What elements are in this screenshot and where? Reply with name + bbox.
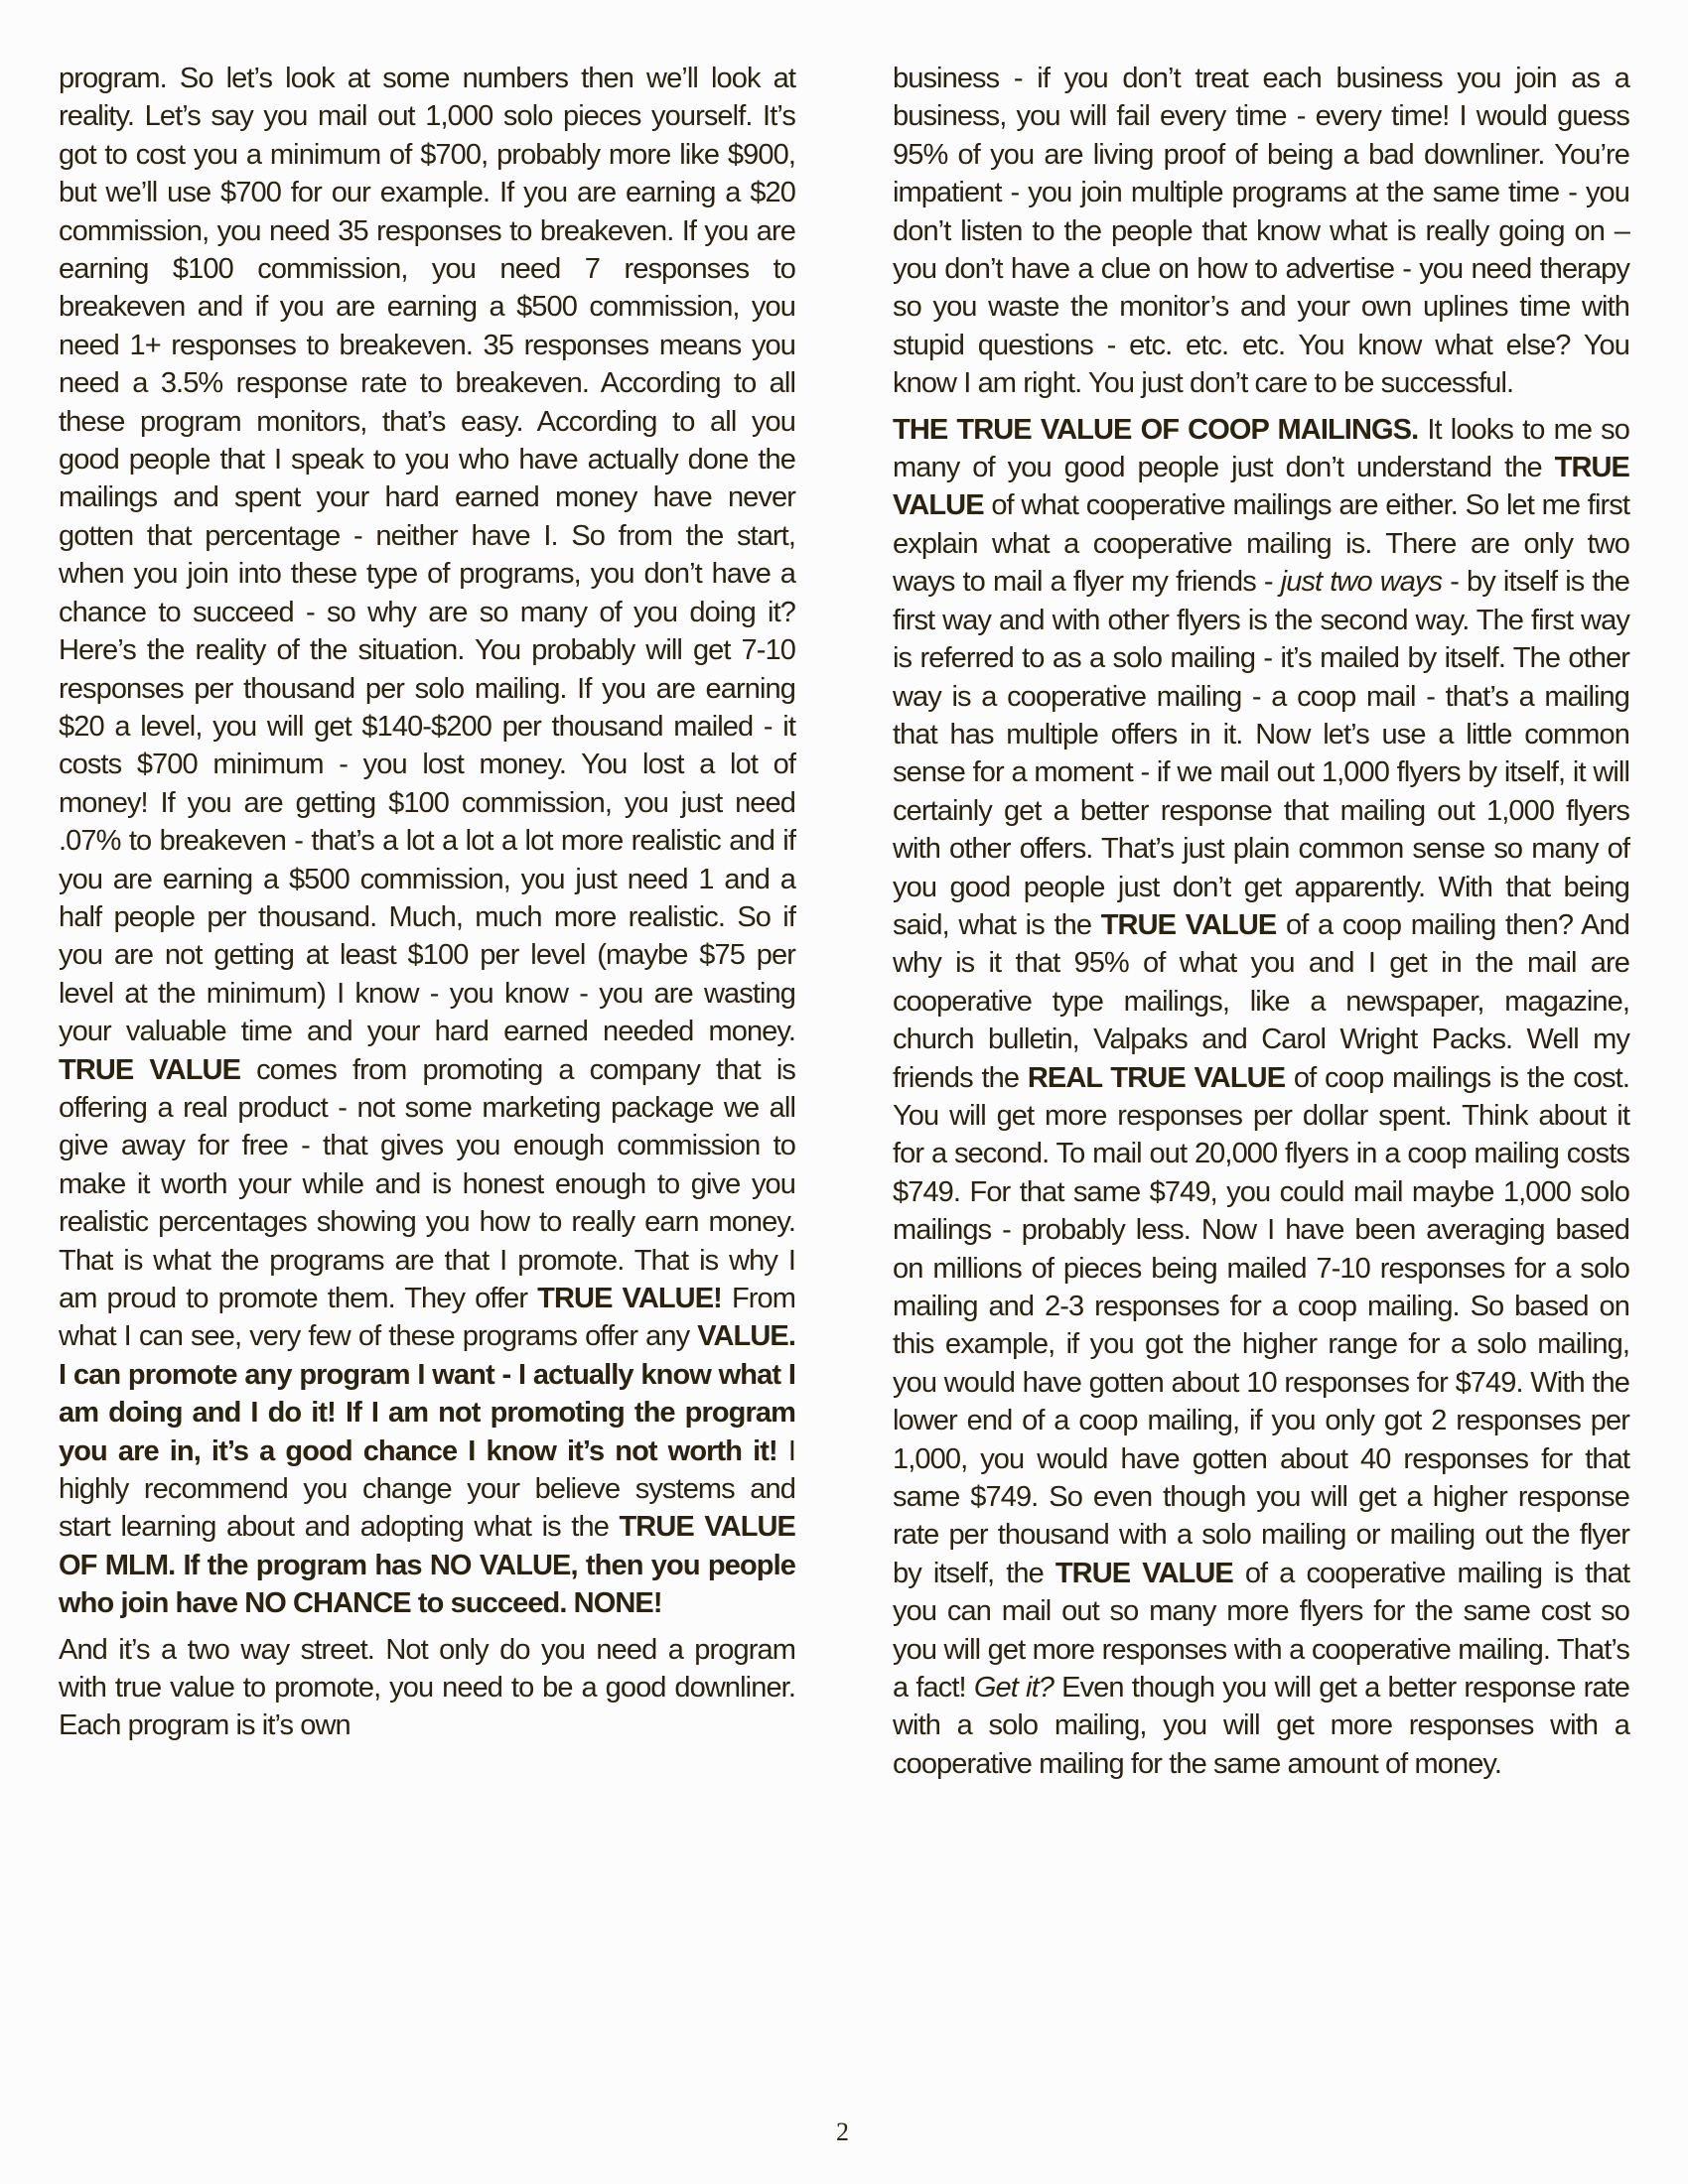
text-run: From what I can see, very few of these programs offer any: [59, 1283, 796, 1353]
right-column: [893, 60, 1629, 1791]
page-number: 2: [836, 2117, 849, 2146]
text-run: program. So let’s look at some numbers then we’ll look at reality. Let’s say you mail out 1,000 solo pieces yourself. It’s got to cost you a minimum of $700, probably more like $900, but we’ll use $700 for our example. If you are earning a $20 commission, you need 35 responses to breakeven. If you are earning $100 commission, you need 7 responses to breakeven and if you are earning a $500 commission, you need 1+ responses to breakeven. 35 responses means you need a 3.5% response rate to breakeven. According to all these program monitors, that’s easy. According to all you good people that I speak to you who have actually done the mailings and spent your hard earned money have never gotten that percentage - neither have I. So from the start, when you join into these type of programs, you don’t have a chance to succeed - so why are so many of you doing it? Here’s the reality of the situation. You probably will get 7-10 responses per thousand per solo mailing. If you are earning $20 a level, you will get $140-$200 per thousand mailed - it costs $700 minimum - you lost money. You lost a lot of money! If you are getting $100 commission, you just need .07% to breakeven - that’s a lot a lot a lot more realistic and if you are earning a $500 commission, you just need 1 and a half people per thousand. Much, much more realistic. So if you are not getting at least $100 per level (maybe $75 per level at the minimum) I know - you know - you are wasting your valuable time and your hard earned needed money.: [59, 63, 795, 1048]
paragraph-two-way-street: [59, 1631, 795, 1745]
emphasis-bold-statement: TRUE VALUE OF MLM. If the program has NO VALUE, then you people who join have NO CHANCE to succeed. NONE!: [59, 1511, 795, 1620]
text-run: - by itself is the first way and with other flyers is the second way. The first way is referred to as a solo mailing - it’s mailed by itself. The other way is a cooperative mailing - a coop mail - that’s a mailing that has multiple offers in it. Now let’s use a little common sense for a moment - if we mail out 1,000 flyers by itself, it will certainly get a better response that mailing out 1,000 flyers with other offers. That’s just plain common sense so many of you good people just don’t get apparently. With that being said, what is the: [893, 566, 1630, 941]
emphasis-real-true-value: REAL TRUE VALUE: [1027, 1061, 1286, 1094]
text-run: of a cooperative mailing is that you can mail out so many more flyers for the same cost so you will get more responses with a cooperative mailing. That’s a fact!: [893, 1557, 1629, 1705]
emphasis-true-value: TRUE VALUE: [1100, 908, 1277, 941]
text-run: of coop mailings is the cost. You will get more responses per dollar spent. Think about it for a second. To mail out 20,000 flyers in a coop mailing costs $749. For that same $749, you could mail maybe 1,000 solo mailings - probably less. Now I have been averaging based on millions of pieces being mailed 7-10 responses for a solo mailing and 2-3 responses for a coop mailing. So based on this example, if you got the higher range for a solo mailing, you would have gotten about 10 responses for $749. With the lower end of a coop mailing, if you only got 2 responses per 1,000, you would have gotten about 40 responses for that same $749. So even though you will get a higher response rate per thousand with a solo mailing or mailing out the flyer by itself, the: [893, 1061, 1629, 1589]
text-run: I highly recommend you change your believe systems and start learning about and adopting what is the: [59, 1434, 795, 1544]
text-run: Even though you will get a better response rate with a solo mailing, you will get more responses with a cooperative mailing for the same amount of money.: [893, 1672, 1629, 1780]
emphasis-italic: Get it?: [973, 1672, 1054, 1705]
text-run: comes from promoting a company that is offering a real product - not some marketing package we all give away for free - that gives you enough commission to make it worth your while and is honest enough to give you realistic percentages showing you how to really earn money. That is what the programs are that I promote. That is why I am proud to promote them. They offer: [59, 1053, 795, 1314]
text-run: business - if you don’t treat each business you join as a business, you will fail every time - every time! I would guess 95% of you are living proof of being a bad downliner. You’re impatient - you join multiple programs at the same time - you don’t listen to the people that know what is really going on – you don’t have a clue on how to advertise - you need therapy so you waste the monitor’s and your own uplines time with stupid questions - etc. etc. etc. You know what else? You know I am right. You just don’t care to be successful.: [893, 63, 1629, 400]
text-run: of what cooperative mailings are either. So let me first explain what a cooperative mailing is. There are only two ways to mail a flyer my friends -: [893, 489, 1629, 599]
emphasis-true-value: TRUE VALUE!: [537, 1283, 722, 1314]
left-column: [59, 60, 795, 1753]
paragraph-coop-mailings: [893, 411, 1629, 1784]
emphasis-true-value: TRUE VALUE: [1055, 1557, 1233, 1589]
emphasis-bold-statement: VALUE. I can promote any program I want - I actually know what I am doing and I do it! If I am not promoting the program you are in, it’s a good chance I know it’s not worth it!: [59, 1320, 795, 1467]
paragraph-bad-downliner: [893, 60, 1629, 403]
paragraph-true-value-of-mlm: [59, 60, 795, 1623]
section-heading-coop-mailings: THE TRUE VALUE OF COOP MAILINGS.: [893, 413, 1419, 446]
text-run: It looks to me so many of you good people just don’t understand the: [893, 413, 1629, 484]
emphasis-true-value: TRUE VALUE: [893, 452, 1629, 522]
emphasis-italic: just two ways: [1280, 566, 1443, 599]
text-run: of a coop mailing then? And why is it that 95% of what you and I get in the mail are cooperative type mailings, like a newspaper, magazine, church bulletin, Valpaks and Carol Wright Packs. Well my friends the: [893, 908, 1629, 1094]
emphasis-true-value: TRUE VALUE: [59, 1053, 241, 1086]
text-run: And it’s a two way street. Not only do you need a program with true value to promote, you need to be a good downliner. Each program is it’s own: [59, 1633, 795, 1742]
